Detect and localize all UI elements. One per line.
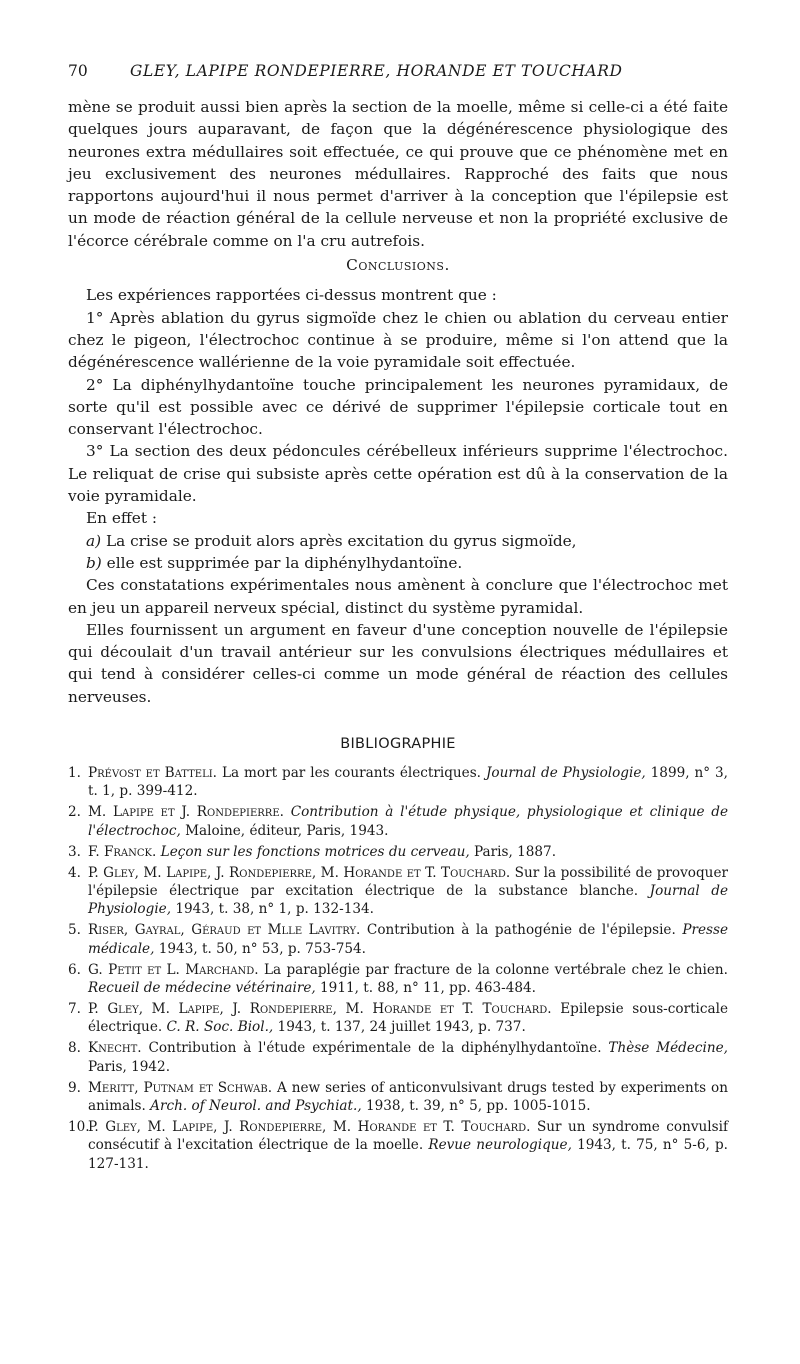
entry-number: 3.	[68, 843, 81, 860]
entry-source: Leçon sur les fonctions motrices du cerveau,	[160, 843, 470, 860]
en-effet: En effet :	[86, 509, 158, 528]
entry-number: 8.	[68, 1040, 81, 1057]
entry-details: 1938, t. 39, n° 5, pp. 1005-1015.	[361, 1097, 591, 1114]
conclusion-2: 2° La diphénylhydantoïne touche principalement les neurones pyramidaux, de sorte qu'il est possible avec ce dérivé de supprimer l'épilepsie corticale tout en conservant l'électrochoc.	[68, 375, 728, 439]
entry-title: A new series of anticonvulsivant drugs tested by experiments on animals.	[88, 1079, 728, 1114]
entry-number: 4.	[68, 864, 81, 881]
bibliography-title: BIBLIOGRAPHIE	[340, 736, 456, 753]
bibliography-entry	[68, 803, 728, 840]
paragraph-elles: Elles fournissent un argument en faveur d'une conception nouvelle de l'épilepsie qui découlait d'un travail antérieur sur les convulsions électriques médullaires et qui tend à considérer celles-ci comme un mode général de réaction des cellules nerveuses.	[68, 620, 728, 706]
entry-number: 2.	[68, 804, 81, 821]
page	[68, 60, 728, 1176]
bibliography-entry	[68, 1039, 728, 1076]
entry-details: 1899, n° 3, t. 1, p. 399-412.	[88, 765, 728, 800]
main-text	[68, 96, 728, 708]
bibliography-entry	[68, 1118, 728, 1173]
entry-source: C. R. Soc. Biol.,	[166, 1019, 274, 1036]
entry-authors: Riser, Gayral, Géraud et Mlle Lavitry.	[88, 922, 361, 939]
entry-details: Paris, 1887.	[469, 843, 557, 860]
item-b-text: elle est supprimée par la diphénylhydantoïne.	[106, 553, 463, 572]
item-a	[68, 530, 728, 552]
entry-title: Contribution à l'étude expérimentale de la diphénylhydantoïne.	[141, 1040, 609, 1057]
entry-title	[284, 804, 291, 820]
bibliography-entry	[68, 764, 728, 801]
entry-title: Sur un syndrome convulsif consécutif à l'excitation électrique de la moelle.	[88, 1118, 728, 1154]
entry-source: Journal de Physiologie,	[485, 765, 646, 782]
entry-authors: Knecht.	[88, 1040, 142, 1057]
entry-title: Sur la possibilité de provoquer l'épilepsie électrique par excitation électrique de la substance blanche.	[88, 864, 728, 899]
bibliography-entry	[68, 921, 728, 958]
item-b	[68, 552, 728, 574]
entry-source: Presse médicale,	[88, 922, 728, 957]
conclusion-3: 3° La section des deux pédoncules cérébelleux inférieurs supprime l'électrochoc. Le reliquat de crise qui subsiste après cette opération est dû à la conservation de la voie pyramidale.	[68, 442, 728, 506]
conclusions-intro: Les expériences rapportées ci-dessus montrent que :	[86, 286, 497, 305]
entry-authors: P. Gley, M. Lapipe, J. Rondepierre, M. Horande et T. Touchard.	[88, 864, 511, 881]
bibliography-entry	[68, 1000, 728, 1037]
entry-source: Recueil de médecine vétérinaire,	[88, 979, 316, 996]
entry-details: Paris, 1942.	[88, 1058, 171, 1075]
entry-authors: M. Lapipe et J. Rondepierre.	[88, 804, 284, 821]
bibliography-entry	[68, 961, 728, 998]
bibliography-entry	[68, 864, 728, 919]
entry-number: 1.	[68, 765, 81, 782]
entry-details: 1943, t. 38, n° 1, p. 132-134.	[171, 901, 374, 918]
running-title: GLEY, LAPIPE RONDEPIERRE, HORANDE ET TOUCHARD	[130, 62, 623, 80]
entry-number: 10.	[68, 1118, 90, 1135]
entry-details: 1911, t. 88, n° 11, pp. 463-484.	[315, 979, 536, 996]
bibliography-list	[68, 764, 728, 1173]
conclusion-1: 1° Après ablation du gyrus sigmoïde chez le chien ou ablation du cerveau entier chez le pigeon, l'électrochoc continue à se produire, même si l'on attend que la dégénérescence wallérienne de la voie pyramidale soit effectuée.	[68, 308, 728, 372]
entry-number: 6.	[68, 961, 81, 978]
entry-details: 1943, t. 75, n° 5-6, p. 127-131.	[88, 1137, 728, 1172]
section-title-conclusions: Conclusions.	[346, 256, 450, 275]
entry-number: 5.	[68, 922, 81, 939]
entry-number: 7.	[68, 1000, 81, 1017]
entry-title: Contribution à la pathogénie de l'épilepsie.	[360, 922, 683, 939]
entry-source: Revue neurologique,	[428, 1137, 572, 1154]
entry-authors: P. Gley, M. Lapipe, J. Rondepierre, M. Horande et T. Touchard.	[88, 1118, 531, 1135]
entry-authors: Meritt, Putnam et Schwab.	[88, 1079, 273, 1096]
entry-number: 9.	[68, 1079, 81, 1096]
entry-title: La mort par les courants électriques.	[217, 765, 486, 782]
entry-details: Maloine, éditeur, Paris, 1943.	[180, 822, 389, 839]
entry-source: Contribution à l'étude physique, physiologique et clinique de l'électrochoc,	[88, 804, 728, 839]
entry-source: Arch. of Neurol. and Psychiat.,	[150, 1097, 362, 1114]
running-header	[68, 60, 728, 82]
entry-details: 1943, t. 137, 24 juillet 1943, p. 737.	[273, 1019, 526, 1036]
entry-authors: P. Gley, M. Lapipe, J. Rondepierre, M. Horande et T. Touchard.	[88, 1000, 552, 1017]
entry-title: La paraplégie par fracture de la colonne vertébrale chez le chien.	[258, 961, 728, 978]
bibliography-entry	[68, 843, 728, 861]
entry-authors: Prévost et Batteli.	[88, 765, 217, 782]
entry-authors: G. Petit et L. Marchand.	[88, 961, 259, 978]
bibliography-entry	[68, 1079, 728, 1116]
entry-details: 1943, t. 50, n° 53, p. 753-754.	[154, 940, 366, 957]
paragraph-constatations: Ces constatations expérimentales nous amènent à conclure que l'électrochoc met en jeu un appareil nerveux spécial, distinct du système pyramidal.	[68, 576, 728, 617]
paragraph-continuation: mène se produit aussi bien après la section de la moelle, même si celle-ci a été faite quelques jours auparavant, de façon que la dégénérescence physiologique des neurones extra médullaires soit effectuée, ce qui prouve que ce phénomène met en jeu exclusivement des neurones médullaires. Rapproché des faits que nous rapportons aujourd'hui il nous permet d'arriver à la conception que l'épilepsie est un mode de réaction général de la cellule nerveuse et non la propriété exclusive de l'écorce cérébrale comme on l'a cru autrefois.	[68, 98, 728, 250]
item-b-label: b)	[86, 553, 102, 572]
entry-authors: F. Franck.	[88, 843, 157, 860]
page-number: 70	[68, 62, 88, 80]
entry-source: Thèse Médecine,	[608, 1040, 728, 1057]
item-a-label: a)	[86, 531, 102, 550]
entry-title: Epilepsie sous-corticale électrique.	[88, 1000, 728, 1036]
entry-source: Journal de Physiologie,	[88, 882, 728, 918]
item-a-text: La crise se produit alors après excitation du gyrus sigmoïde,	[105, 531, 577, 550]
